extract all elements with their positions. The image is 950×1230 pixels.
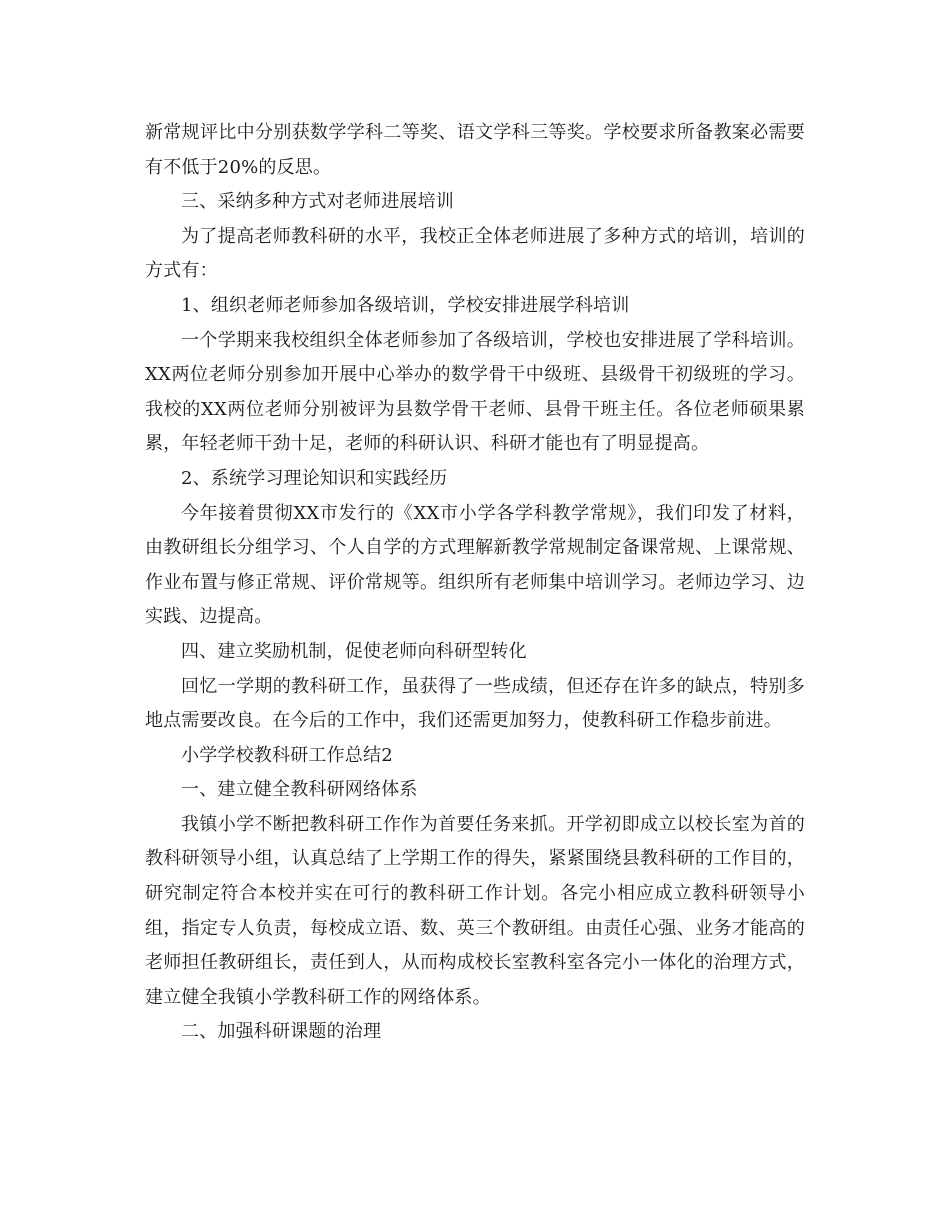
paragraph: 为了提高老师教科研的水平，我校正全体老师进展了多种方式的培训，培训的方式有： (145, 225, 805, 282)
section-heading-3: 三、采纳多种方式对老师进展培训 (181, 191, 454, 213)
document-body (145, 116, 805, 1050)
document-subtitle: 小学学校教科研工作总结2 (181, 744, 393, 766)
paragraph: 新常规评比中分别获数学学科二等奖、语文学科三等奖。学校要求所备教案必需要有不低于20%的反思。 (145, 122, 805, 178)
subsection-heading-2: 2、系统学习理论知识和实践经历 (181, 467, 448, 489)
paragraph: 我镇小学不断把教科研工作作为首要任务来抓。开学初即成立以校长室为首的教科研领导小组，认真总结了上学期工作的得失，紧紧围绕县教科研的工作目的，研究制定符合本校并实在可行的教科研工作计划。各完小相应成立教科研领导小组，指定专人负责，每校成立语、数、英三个教研组。由责任心强、业务才能高的老师担任教研组长，责任到人，从而构成校长室教科室各完小一体化的治理方式，建立健全我镇小学教科研工作的网络体系。 (145, 813, 805, 1008)
paragraph: 今年接着贯彻XX市发行的《XX市小学各学科教学常规》，我们印发了材料，由教研组长分组学习、个人自学的方式理解新教学常规制定备课常规、上课常规、作业布置与修正常规、评价常规等。组织所有老师集中培训学习。老师边学习、边实践、边提高。 (145, 502, 805, 628)
section-heading-1: 一、建立健全教科研网络体系 (181, 779, 418, 801)
section-heading-4: 四、建立奖励机制，促使老师向科研型转化 (181, 640, 527, 662)
paragraph: 一个学期来我校组织全体老师参加了各级培训，学校也安排进展了学科培训。XX两位老师分别参加开展中心举办的数学骨干中级班、县级骨干初级班的学习。我校的XX两位老师分别被评为县数学骨干老师、县骨干班主任。各位老师硕果累累，年轻老师干劲十足，老师的科研认识、科研才能也有了明显提高。 (145, 329, 805, 455)
paragraph: 回忆一学期的教科研工作，虽获得了一些成绩，但还存在许多的缺点，特别多地点需要改良。在今后的工作中，我们还需更加努力，使教科研工作稳步前进。 (145, 675, 805, 732)
section-heading-2: 二、加强科研课题的治理 (181, 1021, 382, 1043)
subsection-heading-1: 1、组织老师老师参加各级培训，学校安排进展学科培训 (181, 294, 630, 316)
